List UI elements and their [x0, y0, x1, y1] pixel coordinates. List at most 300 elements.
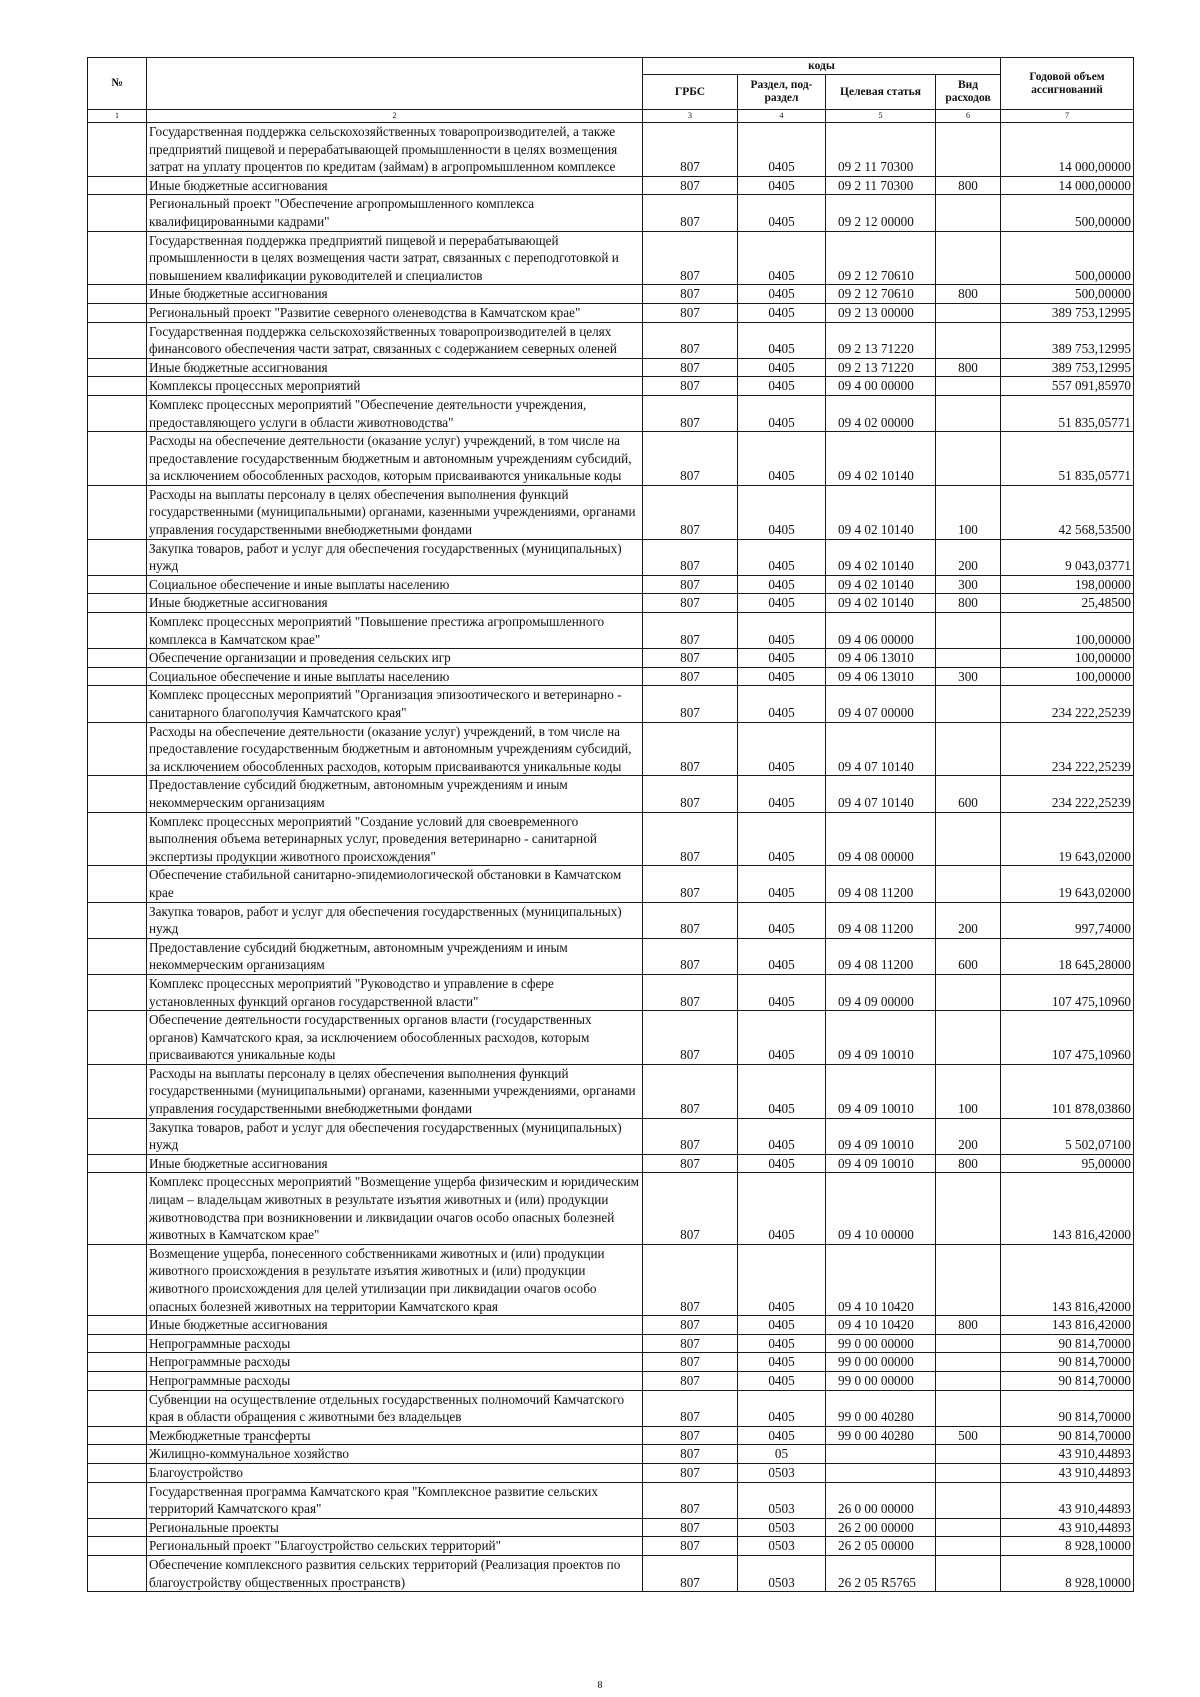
section-cell: 0405 [738, 1244, 826, 1315]
grbs-cell: 807 [643, 686, 738, 722]
section-cell: 0405 [738, 485, 826, 539]
section-cell: 0405 [738, 1353, 826, 1372]
expense-type-cell: 200 [936, 1118, 1001, 1154]
header-codes: коды [643, 58, 1001, 75]
section-cell: 0405 [738, 1173, 826, 1244]
table-row [88, 485, 1134, 539]
num-cell [88, 322, 147, 358]
section-cell: 0405 [738, 1064, 826, 1118]
target-article-cell: 99 0 00 00000 [826, 1353, 936, 1372]
name-cell: Обеспечение комплексного развития сельских территорий (Реализация проектов по благоустройству общественных пространств) [147, 1555, 643, 1591]
table-row [88, 176, 1134, 195]
grbs-cell: 807 [643, 575, 738, 594]
name-cell: Комплекс процессных мероприятий "Руководство и управление в сфере установленных функций органов государственной власти" [147, 974, 643, 1010]
grbs-cell: 807 [643, 1244, 738, 1315]
table-row [88, 776, 1134, 812]
table-row [88, 1316, 1134, 1335]
num-cell [88, 902, 147, 938]
name-cell: Расходы на выплаты персоналу в целях обеспечения выполнения функций государственными (муниципальными) органами, казенными учреждениями, органами управления государственными внебюджетными фондами [147, 485, 643, 539]
expense-type-cell [936, 432, 1001, 486]
amount-cell: 500,00000 [1001, 231, 1134, 285]
header-target-article: Целевая статья [826, 75, 936, 110]
name-cell: Иные бюджетные ассигнования [147, 1316, 643, 1335]
target-article-cell: 09 4 08 11200 [826, 866, 936, 902]
section-cell: 0405 [738, 667, 826, 686]
grbs-cell: 807 [643, 1482, 738, 1518]
target-article-cell: 26 0 00 00000 [826, 1482, 936, 1518]
num-cell [88, 649, 147, 668]
expense-type-cell [936, 722, 1001, 776]
table-row [88, 285, 1134, 304]
header-expense-type: Вид расходов [936, 75, 1001, 110]
target-article-cell: 09 4 07 10140 [826, 722, 936, 776]
section-cell: 0503 [738, 1463, 826, 1482]
table-row [88, 1154, 1134, 1173]
target-article-cell: 09 4 10 10420 [826, 1244, 936, 1315]
col-number-5: 5 [826, 110, 936, 123]
expense-type-cell: 300 [936, 667, 1001, 686]
num-cell [88, 303, 147, 322]
amount-cell: 8 928,10000 [1001, 1555, 1134, 1591]
grbs-cell: 807 [643, 285, 738, 304]
amount-cell: 5 502,07100 [1001, 1118, 1134, 1154]
num-cell [88, 812, 147, 866]
num-cell [88, 539, 147, 575]
expense-type-cell [936, 395, 1001, 431]
amount-cell: 143 816,42000 [1001, 1316, 1134, 1335]
table-row [88, 1537, 1134, 1556]
expense-type-cell: 800 [936, 1154, 1001, 1173]
amount-cell: 19 643,02000 [1001, 812, 1134, 866]
expense-type-cell: 800 [936, 594, 1001, 613]
grbs-cell: 807 [643, 395, 738, 431]
expense-type-cell [936, 1390, 1001, 1426]
table-row [88, 938, 1134, 974]
expense-type-cell: 800 [936, 358, 1001, 377]
amount-cell: 42 568,53500 [1001, 485, 1134, 539]
num-cell [88, 974, 147, 1010]
section-cell: 0405 [738, 1334, 826, 1353]
expense-type-cell [936, 1244, 1001, 1315]
name-cell: Обеспечение стабильной санитарно-эпидемиологической обстановки в Камчатском крае [147, 866, 643, 902]
amount-cell: 90 814,70000 [1001, 1334, 1134, 1353]
target-article-cell: 09 2 12 70610 [826, 231, 936, 285]
header-grbs: ГРБС [643, 75, 738, 110]
amount-cell: 43 910,44893 [1001, 1518, 1134, 1537]
num-cell [88, 667, 147, 686]
num-cell [88, 1118, 147, 1154]
table-row [88, 1334, 1134, 1353]
num-cell [88, 285, 147, 304]
num-cell [88, 776, 147, 812]
grbs-cell: 807 [643, 1316, 738, 1335]
target-article-cell: 09 4 07 10140 [826, 776, 936, 812]
target-article-cell: 09 2 12 00000 [826, 195, 936, 231]
target-article-cell: 09 4 02 10140 [826, 539, 936, 575]
num-cell [88, 613, 147, 649]
name-cell: Региональный проект "Развитие северного оленеводства в Камчатском крае" [147, 303, 643, 322]
expense-type-cell [936, 1537, 1001, 1556]
name-cell: Иные бюджетные ассигнования [147, 594, 643, 613]
grbs-cell: 807 [643, 1426, 738, 1445]
expense-type-cell: 300 [936, 575, 1001, 594]
num-cell [88, 1371, 147, 1390]
num-cell [88, 377, 147, 396]
target-article-cell: 09 4 09 10010 [826, 1011, 936, 1065]
table-row [88, 649, 1134, 668]
target-article-cell: 09 4 02 10140 [826, 432, 936, 486]
header-annual-volume: Годовой объем ассигнований [1001, 58, 1134, 110]
amount-cell: 557 091,85970 [1001, 377, 1134, 396]
target-article-cell: 99 0 00 40280 [826, 1390, 936, 1426]
name-cell: Иные бюджетные ассигнования [147, 176, 643, 195]
section-cell: 05 [738, 1445, 826, 1464]
name-cell: Комплекс процессных мероприятий "Обеспечение деятельности учреждения, предоставляющего услуги в области животноводства" [147, 395, 643, 431]
section-cell: 0405 [738, 1371, 826, 1390]
section-cell: 0405 [738, 539, 826, 575]
amount-cell: 389 753,12995 [1001, 358, 1134, 377]
amount-cell: 143 816,42000 [1001, 1173, 1134, 1244]
name-cell: Расходы на обеспечение деятельности (оказание услуг) учреждений, в том числе на предоставление государственным бюджетным и автономным учреждениям субсидий, за исключением обособленных расходов, которым присваиваются уникальные коды [147, 432, 643, 486]
section-cell: 0405 [738, 1154, 826, 1173]
amount-cell: 997,74000 [1001, 902, 1134, 938]
section-cell: 0405 [738, 1316, 826, 1335]
target-article-cell: 26 2 05 R5765 [826, 1555, 936, 1591]
section-cell: 0405 [738, 303, 826, 322]
num-cell [88, 866, 147, 902]
target-article-cell: 09 2 13 71220 [826, 358, 936, 377]
name-cell: Благоустройство [147, 1463, 643, 1482]
expense-type-cell [936, 1334, 1001, 1353]
num-cell [88, 195, 147, 231]
amount-cell: 101 878,03860 [1001, 1064, 1134, 1118]
grbs-cell: 807 [643, 1555, 738, 1591]
section-cell: 0405 [738, 902, 826, 938]
name-cell: Государственная поддержка предприятий пищевой и перерабатывающей промышленности в целях возмещения части затрат, связанных с переподготовкой и повышением квалификации руководителей и специалистов [147, 231, 643, 285]
section-cell: 0405 [738, 649, 826, 668]
expense-type-cell [936, 377, 1001, 396]
name-cell: Иные бюджетные ассигнования [147, 1154, 643, 1173]
expense-type-cell [936, 613, 1001, 649]
name-cell: Региональные проекты [147, 1518, 643, 1537]
expense-type-cell: 200 [936, 539, 1001, 575]
name-cell: Субвенции на осуществление отдельных государственных полномочий Камчатского края в области обращения с животными без владельцев [147, 1390, 643, 1426]
table-row [88, 395, 1134, 431]
num-cell [88, 1154, 147, 1173]
grbs-cell: 807 [643, 358, 738, 377]
name-cell: Предоставление субсидий бюджетным, автономным учреждениям и иным некоммерческим организациям [147, 776, 643, 812]
name-cell: Непрограммные расходы [147, 1334, 643, 1353]
table-row [88, 123, 1134, 177]
expense-type-cell [936, 1371, 1001, 1390]
name-cell: Комплекс процессных мероприятий "Создание условий для своевременного выполнения объема ветеринарных услуг, проведения ветеринарно - санитарной экспертизы продукции животного происхождения" [147, 812, 643, 866]
expense-type-cell [936, 1173, 1001, 1244]
grbs-cell: 807 [643, 722, 738, 776]
grbs-cell: 807 [643, 1154, 738, 1173]
amount-cell: 500,00000 [1001, 195, 1134, 231]
section-cell: 0405 [738, 1118, 826, 1154]
section-cell: 0405 [738, 686, 826, 722]
target-article-cell: 09 4 09 00000 [826, 974, 936, 1010]
name-cell: Региональный проект "Благоустройство сельских территорий" [147, 1537, 643, 1556]
amount-cell: 100,00000 [1001, 649, 1134, 668]
section-cell: 0405 [738, 776, 826, 812]
num-cell [88, 938, 147, 974]
grbs-cell: 807 [643, 1011, 738, 1065]
table-row [88, 1353, 1134, 1372]
expense-type-cell: 500 [936, 1426, 1001, 1445]
num-cell [88, 123, 147, 177]
table-row [88, 974, 1134, 1010]
name-cell: Комплекс процессных мероприятий "Организация эпизоотического и ветеринарно - санитарного благополучия Камчатского края" [147, 686, 643, 722]
col-number-4: 4 [738, 110, 826, 123]
amount-cell: 51 835,05771 [1001, 395, 1134, 431]
grbs-cell: 807 [643, 594, 738, 613]
section-cell: 0405 [738, 358, 826, 377]
section-cell: 0405 [738, 285, 826, 304]
target-article-cell: 09 4 08 00000 [826, 812, 936, 866]
grbs-cell: 807 [643, 812, 738, 866]
target-article-cell: 09 4 02 10140 [826, 594, 936, 613]
table-row [88, 866, 1134, 902]
table-row [88, 812, 1134, 866]
num-cell [88, 1463, 147, 1482]
amount-cell: 90 814,70000 [1001, 1426, 1134, 1445]
name-cell: Государственная поддержка сельскохозяйственных товаропроизводителей в целях финансового обеспечения части затрат, связанных с содержанием северных оленей [147, 322, 643, 358]
num-cell [88, 1173, 147, 1244]
col-number-3: 3 [643, 110, 738, 123]
amount-cell: 107 475,10960 [1001, 974, 1134, 1010]
table-row [88, 195, 1134, 231]
amount-cell: 95,00000 [1001, 1154, 1134, 1173]
target-article-cell: 09 4 00 00000 [826, 377, 936, 396]
expense-type-cell [936, 1518, 1001, 1537]
name-cell: Закупка товаров, работ и услуг для обеспечения государственных (муниципальных) нужд [147, 1118, 643, 1154]
grbs-cell: 807 [643, 123, 738, 177]
name-cell: Региональный проект "Обеспечение агропромышленного комплекса квалифицированными кадрами" [147, 195, 643, 231]
section-cell: 0503 [738, 1482, 826, 1518]
num-cell [88, 1064, 147, 1118]
section-cell: 0405 [738, 123, 826, 177]
table-row [88, 358, 1134, 377]
expense-type-cell: 600 [936, 776, 1001, 812]
expense-type-cell [936, 322, 1001, 358]
num-cell [88, 176, 147, 195]
expense-type-cell [936, 123, 1001, 177]
grbs-cell: 807 [643, 1334, 738, 1353]
amount-cell: 25,48500 [1001, 594, 1134, 613]
grbs-cell: 807 [643, 377, 738, 396]
section-cell: 0405 [738, 231, 826, 285]
section-cell: 0405 [738, 1390, 826, 1426]
section-cell: 0405 [738, 1426, 826, 1445]
table-row [88, 1244, 1134, 1315]
grbs-cell: 807 [643, 613, 738, 649]
amount-cell: 90 814,70000 [1001, 1390, 1134, 1426]
grbs-cell: 807 [643, 231, 738, 285]
num-cell [88, 358, 147, 377]
target-article-cell: 26 2 00 00000 [826, 1518, 936, 1537]
name-cell: Комплексы процессных мероприятий [147, 377, 643, 396]
target-article-cell: 09 4 06 13010 [826, 667, 936, 686]
name-cell: Непрограммные расходы [147, 1353, 643, 1372]
section-cell: 0405 [738, 176, 826, 195]
target-article-cell: 09 4 02 00000 [826, 395, 936, 431]
name-cell: Социальное обеспечение и иные выплаты населению [147, 575, 643, 594]
section-cell: 0405 [738, 938, 826, 974]
grbs-cell: 807 [643, 1064, 738, 1118]
name-cell: Обеспечение организации и проведения сельских игр [147, 649, 643, 668]
section-cell: 0405 [738, 974, 826, 1010]
target-article-cell: 09 4 10 10420 [826, 1316, 936, 1335]
table-row [88, 1426, 1134, 1445]
expense-type-cell: 600 [936, 938, 1001, 974]
table-row [88, 1390, 1134, 1426]
page-number: 8 [597, 1680, 603, 1691]
table-row [88, 575, 1134, 594]
target-article-cell: 09 4 09 10010 [826, 1064, 936, 1118]
expense-type-cell: 100 [936, 1064, 1001, 1118]
num-cell [88, 1482, 147, 1518]
num-cell [88, 1390, 147, 1426]
num-cell [88, 1244, 147, 1315]
table-row [88, 432, 1134, 486]
num-cell [88, 1353, 147, 1372]
grbs-cell: 807 [643, 322, 738, 358]
grbs-cell: 807 [643, 176, 738, 195]
target-article-cell: 09 4 10 00000 [826, 1173, 936, 1244]
table-row [88, 1518, 1134, 1537]
expense-type-cell [936, 1011, 1001, 1065]
expense-type-cell [936, 974, 1001, 1010]
table-row [88, 722, 1134, 776]
name-cell: Комплекс процессных мероприятий "Возмещение ущерба физическим и юридическим лицам – владельцам животных в результате изъятия животных и (или) продукции животноводства при возникновении и ликвидации очагов особо опасных болезней животных в Камчатском крае" [147, 1173, 643, 1244]
expense-type-cell: 200 [936, 902, 1001, 938]
table-row [88, 613, 1134, 649]
target-article-cell: 99 0 00 00000 [826, 1371, 936, 1390]
amount-cell: 90 814,70000 [1001, 1371, 1134, 1390]
expense-type-cell: 100 [936, 485, 1001, 539]
num-cell [88, 1537, 147, 1556]
name-cell: Обеспечение деятельности государственных органов власти (государственных органов) Камчатского края, за исключением обособленных расходов, которым присваиваются уникальные коды [147, 1011, 643, 1065]
section-cell: 0405 [738, 613, 826, 649]
target-article-cell: 09 4 02 10140 [826, 485, 936, 539]
num-cell [88, 1011, 147, 1065]
expense-type-cell [936, 195, 1001, 231]
amount-cell: 234 222,25239 [1001, 722, 1134, 776]
grbs-cell: 807 [643, 866, 738, 902]
name-cell: Иные бюджетные ассигнования [147, 358, 643, 377]
col-number-7: 7 [1001, 110, 1134, 123]
expense-type-cell [936, 866, 1001, 902]
num-cell [88, 1518, 147, 1537]
amount-cell: 43 910,44893 [1001, 1463, 1134, 1482]
table-row [88, 231, 1134, 285]
expense-type-cell [936, 231, 1001, 285]
grbs-cell: 807 [643, 667, 738, 686]
target-article-cell: 09 4 06 00000 [826, 613, 936, 649]
amount-cell: 107 475,10960 [1001, 1011, 1134, 1065]
name-cell: Комплекс процессных мероприятий "Повышение престижа агропромышленного комплекса в Камчатском крае" [147, 613, 643, 649]
num-cell [88, 432, 147, 486]
expense-type-cell [936, 812, 1001, 866]
name-cell: Предоставление субсидий бюджетным, автономным учреждениям и иным некоммерческим организациям [147, 938, 643, 974]
target-article-cell: 09 4 09 10010 [826, 1118, 936, 1154]
col-number-2: 2 [147, 110, 643, 123]
amount-cell: 389 753,12995 [1001, 303, 1134, 322]
amount-cell: 500,00000 [1001, 285, 1134, 304]
amount-cell: 100,00000 [1001, 613, 1134, 649]
col-number-6: 6 [936, 110, 1001, 123]
table-row [88, 594, 1134, 613]
grbs-cell: 807 [643, 539, 738, 575]
grbs-cell: 807 [643, 1353, 738, 1372]
target-article-cell: 99 0 00 00000 [826, 1334, 936, 1353]
section-cell: 0405 [738, 377, 826, 396]
num-cell [88, 575, 147, 594]
num-cell [88, 1316, 147, 1335]
header-section: Раздел, под-раздел [738, 75, 826, 110]
header-number: № [88, 58, 147, 110]
section-cell: 0405 [738, 432, 826, 486]
num-cell [88, 686, 147, 722]
section-cell: 0405 [738, 322, 826, 358]
grbs-cell: 807 [643, 195, 738, 231]
name-cell: Закупка товаров, работ и услуг для обеспечения государственных (муниципальных) нужд [147, 539, 643, 575]
grbs-cell: 807 [643, 1518, 738, 1537]
section-cell: 0405 [738, 866, 826, 902]
table-row [88, 1482, 1134, 1518]
target-article-cell: 09 2 11 70300 [826, 123, 936, 177]
expense-type-cell: 800 [936, 1316, 1001, 1335]
grbs-cell: 807 [643, 303, 738, 322]
grbs-cell: 807 [643, 1537, 738, 1556]
section-cell: 0503 [738, 1518, 826, 1537]
amount-cell: 51 835,05771 [1001, 432, 1134, 486]
section-cell: 0503 [738, 1537, 826, 1556]
table-row [88, 1555, 1134, 1591]
table-row [88, 1011, 1134, 1065]
target-article-cell [826, 1463, 936, 1482]
expense-type-cell [936, 1353, 1001, 1372]
grbs-cell: 807 [643, 938, 738, 974]
table-row [88, 377, 1134, 396]
table-row [88, 303, 1134, 322]
amount-cell: 14 000,00000 [1001, 176, 1134, 195]
table-row [88, 902, 1134, 938]
num-cell [88, 594, 147, 613]
amount-cell: 14 000,00000 [1001, 123, 1134, 177]
amount-cell: 198,00000 [1001, 575, 1134, 594]
table-row [88, 1463, 1134, 1482]
amount-cell: 389 753,12995 [1001, 322, 1134, 358]
grbs-cell: 807 [643, 432, 738, 486]
num-cell [88, 1555, 147, 1591]
amount-cell: 234 222,25239 [1001, 776, 1134, 812]
name-cell: Расходы на обеспечение деятельности (оказание услуг) учреждений, в том числе на предоставление государственным бюджетным и автономным учреждениям субсидий, за исключением обособленных расходов, которым присваиваются уникальные коды [147, 722, 643, 776]
expense-type-cell [936, 686, 1001, 722]
target-article-cell: 09 4 06 13010 [826, 649, 936, 668]
amount-cell: 143 816,42000 [1001, 1244, 1134, 1315]
section-cell: 0405 [738, 722, 826, 776]
amount-cell: 9 043,03771 [1001, 539, 1134, 575]
num-cell [88, 1445, 147, 1464]
grbs-cell: 807 [643, 1445, 738, 1464]
amount-cell: 90 814,70000 [1001, 1353, 1134, 1372]
grbs-cell: 807 [643, 1463, 738, 1482]
target-article-cell: 26 2 05 00000 [826, 1537, 936, 1556]
target-article-cell: 09 4 08 11200 [826, 938, 936, 974]
